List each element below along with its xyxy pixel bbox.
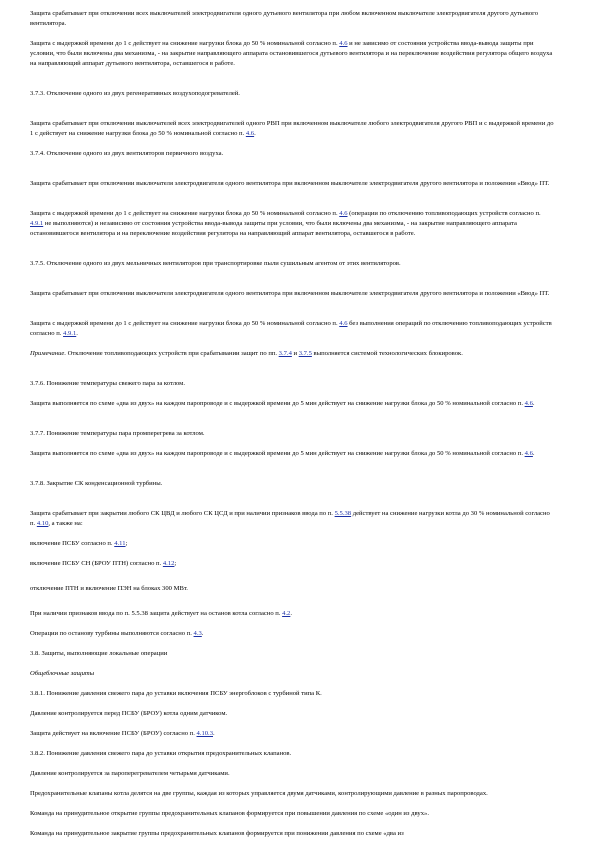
paragraph — [30, 539, 555, 549]
paragraph-text: Защита действует на включение ПСБУ (БРОУ) согласно п. — [30, 730, 197, 737]
paragraph-text: . — [213, 730, 215, 737]
paragraph — [30, 349, 555, 359]
paragraph — [30, 789, 555, 799]
paragraph-text: (операции по отключению топливоподающих устройств согласно п. — [347, 210, 541, 217]
paragraph-text: Защита срабатывает при закрытии любого СК ЦВД и любого СК ЦСД и при наличии признаков ввода по п. — [30, 510, 335, 517]
paragraph — [30, 259, 555, 269]
reference-link[interactable]: 4.10 — [36, 520, 49, 527]
paragraph — [30, 449, 555, 459]
paragraph — [30, 649, 555, 659]
paragraph — [30, 609, 555, 619]
paragraph-text: и не зависимо от состояния устройства ввода-вывода защиты при условии, что были включены два механизма, - на закрытие направляющего аппарата остановившегося дутьевого вентилятора и на переключение воздействия регулятора общего воздуха на направляющий аппарат дутьевого вентилятора, оставшегося в работе. — [30, 40, 553, 67]
paragraph — [30, 669, 555, 679]
paragraph — [30, 379, 555, 389]
paragraph — [30, 399, 555, 409]
paragraph-text: 3.7.8. Закрытие СК конденсационной турбины. — [30, 480, 163, 487]
paragraph-text: 3.7.6. Понижение температуры свежего пара за котлом. — [30, 380, 185, 387]
paragraph — [30, 119, 555, 139]
paragraph-text: действует на снижение нагрузки котла до 30 % номинальной согласно п. — [30, 510, 550, 527]
paragraph — [30, 829, 555, 839]
paragraph-text: 3.7.4. Отключение одного из двух вентиляторов первичного воздуха. — [30, 150, 224, 157]
paragraph-text: . — [76, 330, 78, 337]
paragraph-text: Давление контролируется перед ПСБУ (БРОУ) котла одним датчиком. — [30, 710, 228, 717]
paragraph — [30, 289, 555, 299]
paragraph-text: без выполнения операций по отключению топливоподающих устройств согласно п. — [30, 320, 552, 337]
paragraph — [30, 89, 555, 99]
paragraph-text: . — [290, 610, 292, 617]
paragraph-text: 3.7.3. Отключение одного из двух регенеративных воздухоподогревателей. — [30, 90, 240, 97]
paragraph-text: Защита с выдержкой времени до 1 с действует на снижение нагрузки блока до 50 % номинальной согласно п. — [30, 210, 340, 217]
paragraph — [30, 729, 555, 739]
reference-link[interactable]: 5.5.38 — [334, 510, 352, 517]
reference-link[interactable]: 4.6 — [524, 450, 533, 457]
reference-link[interactable]: 4.6 — [339, 320, 348, 327]
paragraph-text: 3.8.1. Понижение давления свежего пара до уставки включения ПСБУ энергоблоков с турбиной типа К. — [30, 690, 322, 697]
paragraph-text: ; — [174, 560, 177, 567]
reference-link[interactable]: 4.10.3 — [196, 730, 213, 737]
paragraph-text: отключение ПТН и включение ПЭН на блоках 300 МВт. — [30, 585, 188, 592]
paragraph-text: Защита срабатывает при отключении выключателя электродвигателя одного вентилятора при включенном выключателе электродвигателя другого вентилятора и положении «Ввод» ПТ. — [30, 290, 550, 297]
paragraph-text: . — [254, 130, 256, 137]
paragraph — [30, 149, 555, 159]
paragraph-text: Команда на принудительное закрытие группы предохранительных клапанов формируется при понижении давления по схеме «два из — [30, 830, 404, 837]
reference-link[interactable]: 4.12 — [162, 560, 175, 567]
reference-link[interactable]: 4.3 — [193, 630, 202, 637]
italic-text: Примечание. — [30, 350, 66, 357]
paragraph-text: Отключение топливоподающих устройств при срабатывании защит по пп. — [66, 350, 279, 357]
paragraph-text: Защита срабатывает при отключении выключателя электродвигателя одного вентилятора при включенном выключателе электродвигателя другого вентилятора и положении «Ввод» ПТ. — [30, 180, 550, 187]
paragraph — [30, 749, 555, 759]
paragraph-text: не выполняются) и независимо от состояния устройства ввода-вывода защиты при условии, что были включены два механизма, - на закрытие направляющего аппарата остановившегося вентилятора и на переключение воздействия регулятора на направляющий аппарат вентилятора, оставшегося в работе. — [30, 220, 517, 237]
paragraph — [30, 9, 555, 29]
italic-text: Общеблочные защиты — [30, 670, 95, 677]
paragraph — [30, 429, 555, 439]
paragraph-text: Защита с выдержкой времени до 1 с действует на снижение нагрузки блока до 50 % номинальной согласно п. — [30, 320, 340, 327]
paragraph-text: . — [532, 450, 535, 457]
paragraph — [30, 689, 555, 699]
paragraph-text: 3.7.5. Отключение одного из двух мельничных вентиляторов при транспортировке пыли сушильным агентом от этих вентиляторов. — [30, 260, 401, 267]
paragraph-text: Операции по останову турбины выполняются согласно п. — [30, 630, 194, 637]
paragraph-text: Предохранительные клапаны котла делятся на две группы, каждая из которых управляется двумя датчиками, контролирующими давление в разных паропроводах. — [30, 790, 488, 797]
reference-link[interactable]: 3.7.4 — [278, 350, 292, 357]
paragraph-text: включение ПСБУ СН (БРОУ ПТН) согласно п. — [30, 560, 163, 567]
reference-link[interactable]: 4.2 — [282, 610, 291, 617]
reference-link[interactable]: 4.6 — [339, 210, 348, 217]
paragraph — [30, 559, 555, 569]
paragraph-text: 3.8. Защиты, выполняющие локальные операции — [30, 650, 168, 657]
paragraph-text: При наличии признаков ввода по п. 5.5.38 защита действует на останов котла согласно п. — [30, 610, 283, 617]
reference-link[interactable]: 4.6 — [339, 40, 348, 47]
paragraph — [30, 809, 555, 819]
paragraph — [30, 209, 555, 239]
paragraph-text: 3.7.7. Понижение температуры пара промперегрева за котлом. — [30, 430, 205, 437]
reference-link[interactable]: 4.9.1 — [30, 220, 44, 227]
paragraph — [30, 509, 555, 529]
reference-link[interactable]: 3.7.5 — [298, 350, 312, 357]
paragraph-text: и — [291, 350, 299, 357]
paragraph — [30, 709, 555, 719]
reference-link[interactable]: 4.9.1 — [63, 330, 77, 337]
paragraph-text: , а также на: — [48, 520, 83, 527]
paragraph — [30, 629, 555, 639]
paragraph — [30, 769, 555, 779]
paragraph-text: Защита с выдержкой времени до 1 с действует на снижение нагрузки блока до 50 % номинальной согласно п. — [30, 40, 340, 47]
paragraph-text: Защита выполняется по схеме «два из двух» на каждом паропроводе и с выдержкой времени до 5 мин действует на снижение нагрузки блока до 50 % номинальной согласно п. — [30, 450, 525, 457]
paragraph-text: ; — [125, 540, 128, 547]
paragraph — [30, 179, 555, 189]
paragraph-text: включение ПСБУ согласно п. — [30, 540, 115, 547]
paragraph-text: Давление контролируется за пароперегревателем четырьмя датчиками. — [30, 770, 230, 777]
paragraph-text: Защита выполняется по схеме «два из двух» на каждом паропроводе и с выдержкой времени до 5 мин действует на снижение нагрузки блока до 50 % номинальной согласно п. — [30, 400, 525, 407]
paragraph — [30, 584, 555, 594]
paragraph — [30, 479, 555, 489]
paragraph-text: выполняется системой технологических блокировок. — [311, 350, 463, 357]
paragraph-text: Защита срабатывает при отключении выключателей всех электродвигателей одного РВП при включенном выключателе любого электродвигателя другого РВП и с выдержкой времени до 1 с действует на снижение нагрузки блока до 50 % номинальной согласно п. — [30, 120, 554, 137]
reference-link[interactable]: 4.11 — [114, 540, 126, 547]
paragraph-text: 3.8.2. Понижение давления свежего пара до уставки открытия предохранительных клапанов. — [30, 750, 292, 757]
reference-link[interactable]: 4.6 — [524, 400, 533, 407]
paragraph-text: Защита срабатывает при отключении всех выключателей электродвигателя одного дутьевого вентилятора при любом включенном выключателе электродвигателя другого дутьевого вентилятора. — [30, 10, 539, 27]
paragraph-text: . — [201, 630, 204, 637]
reference-link[interactable]: 4.6 — [245, 130, 255, 137]
paragraph — [30, 319, 555, 339]
paragraph — [30, 39, 555, 69]
paragraph-text: . — [532, 400, 535, 407]
paragraph-text: Команда на принудительное открытие группы предохранительных клапанов формируется при повышении давления по схеме «один из двух». — [30, 810, 429, 817]
